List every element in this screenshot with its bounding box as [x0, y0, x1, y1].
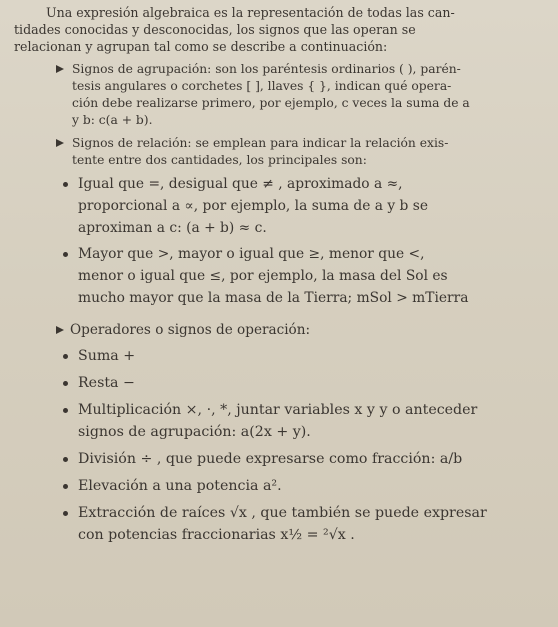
operador-subitem [10, 448, 544, 470]
dot-bullet-icon [63, 354, 68, 359]
operador-subitem [10, 345, 544, 367]
relacion-subitem [10, 173, 544, 239]
dot-bullet-icon [63, 457, 68, 462]
dot-bullet-icon [63, 408, 68, 413]
section-title: Operadores o signos de operación: [70, 322, 311, 338]
item-line: tesis angulares o corchetes [ ], llaves { }, indican qué opera- [72, 79, 452, 93]
item-line: tente entre dos cantidades, los principales son: [72, 153, 367, 167]
subitem-line: con potencias fraccionarias x½ = ²√x . [78, 527, 355, 543]
item-line: ción debe realizarse primero, por ejemplo, c veces la suma de a [72, 96, 470, 110]
intro-line: relacionan y agrupan tal como se describe a continuación: [14, 39, 388, 54]
item-line: Signos de agrupación: son los paréntesis ordinarios ( ), parén- [72, 62, 461, 76]
subitem-line: Resta − [78, 375, 135, 391]
subitem-line: menor o igual que ≤, por ejemplo, la masa del Sol es [78, 268, 448, 284]
subitem-line: Multiplicación ×, ·, *, juntar variables x y y o anteceder [78, 402, 478, 418]
intro-line: tidades conocidas y desconocidas, los signos que las operan se [14, 22, 416, 37]
subitem-line: signos de agrupación: a(2x + y). [78, 424, 311, 440]
dot-bullet-icon [63, 511, 68, 516]
operador-subitem [10, 475, 544, 497]
dot-bullet-icon [63, 252, 68, 257]
triangle-bullet-icon [56, 139, 64, 147]
operador-subitem [10, 372, 544, 394]
agrupacion-item [10, 61, 544, 129]
subitem-line: Extracción de raíces √x , que también se puede expresar [78, 505, 487, 521]
subitem-line: División ÷ , que puede expresarse como fracción: a/b [78, 451, 463, 467]
subitem-line: Mayor que >, mayor o igual que ≥, menor que <, [78, 246, 425, 262]
subitem-line: mucho mayor que la masa de la Tierra; mSol > mTierra [78, 290, 469, 306]
relacion-item [10, 135, 544, 169]
subitem-line: Elevación a una potencia a². [78, 478, 282, 494]
subitem-line: Igual que =, desigual que ≠ , aproximado a ≈, [78, 176, 403, 192]
intro-paragraph [10, 4, 544, 55]
operador-subitem [10, 502, 544, 546]
operadores-item [10, 321, 544, 340]
subitem-line: Suma + [78, 348, 136, 364]
dot-bullet-icon [63, 381, 68, 386]
item-line: Signos de relación: se emplean para indicar la relación exis- [72, 136, 449, 150]
subitem-line: aproximan a c: (a + b) ≈ c. [78, 220, 267, 236]
item-line: y b: c(a + b). [72, 113, 153, 127]
relacion-subitem [10, 243, 544, 309]
triangle-bullet-icon [56, 326, 64, 334]
operador-subitem [10, 399, 544, 443]
subitem-line: proporcional a ∝, por ejemplo, la suma de a y b se [78, 198, 428, 214]
dot-bullet-icon [63, 182, 68, 187]
dot-bullet-icon [63, 484, 68, 489]
intro-line: Una expresión algebraica es la representación de todas las can- [46, 5, 455, 20]
triangle-bullet-icon [56, 65, 64, 73]
